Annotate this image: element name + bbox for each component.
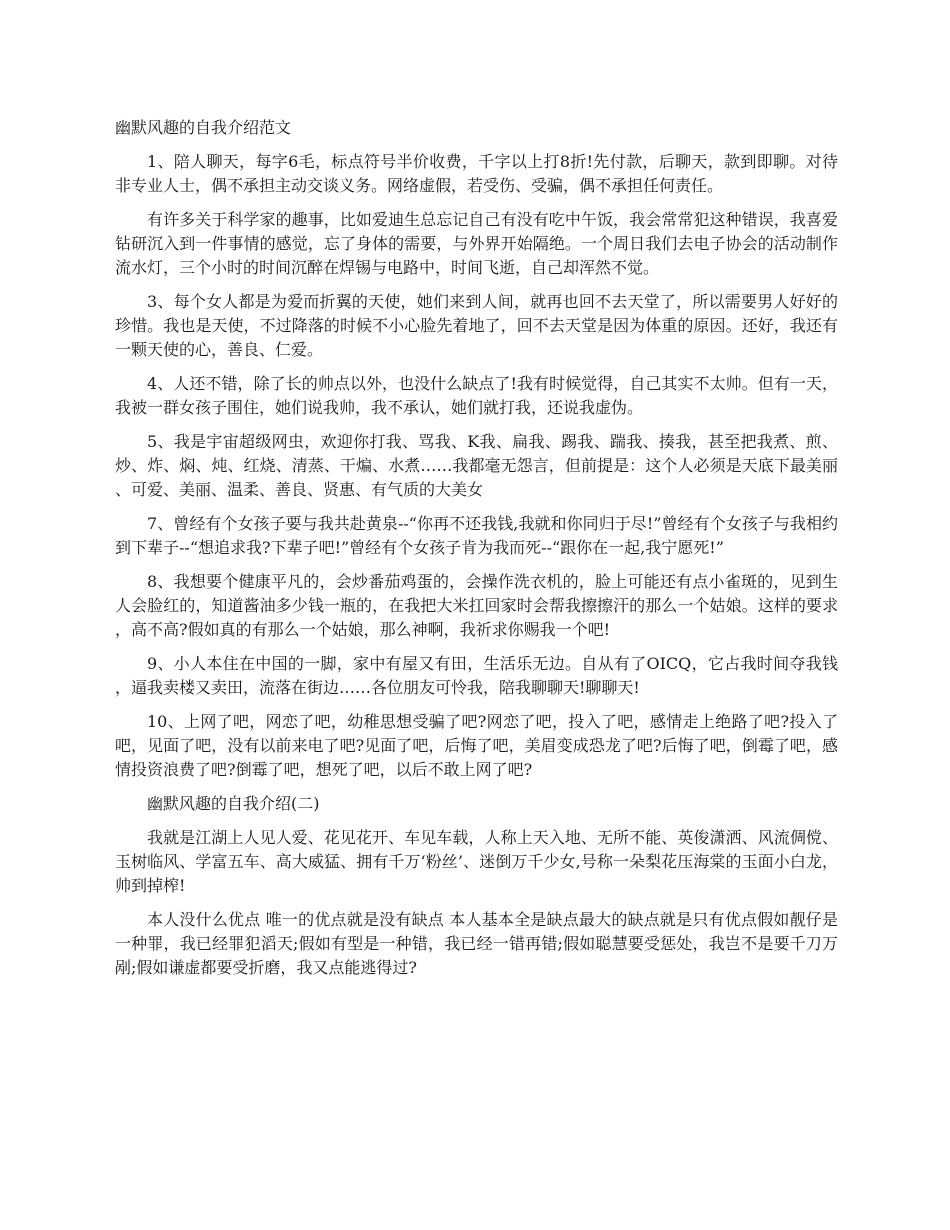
paragraph: 3、每个女人都是为爱而折翼的天使，她们来到人间，就再也回不去天堂了，所以需要男人好好的珍惜。我也是天使，不过降落的时候不小心脸先着地了，回不去天堂是因为体重的原因。还好，我还有一颗天使的心，善良、仁爱。: [115, 292, 838, 359]
section-subtitle: 幽默风趣的自我介绍(二): [147, 794, 320, 813]
paragraph: 10、上网了吧，网恋了吧，幼稚思想受骗了吧?网恋了吧，投入了吧，感情走上绝路了吧?投入了吧，见面了吧，没有以前来电了吧?见面了吧，后悔了吧，美眉变成恐龙了吧?后悔了吧，倒霉了吧，感情投资浪费了吧?倒霉了吧，想死了吧，以后不敢上网了吧?: [115, 712, 838, 779]
paragraph: 4、人还不错，除了长的帅点以外，也没什么缺点了!我有时候觉得，自己其实不太帅。但有一天，我被一群女孩子围住，她们说我帅，我不承认，她们就打我，还说我虚伪。: [115, 374, 838, 417]
paragraph: 我就是江湖上人见人爱、花见花开、车见车载，人称上天入地、无所不能、英俊潇洒、风流倜傥、玉树临风、学富五车、高大威猛、拥有千万‘粉丝’、迷倒万千少女,号称一朵梨花压海棠的玉面小白龙，帅到掉榨!: [115, 828, 838, 895]
paragraph: 有许多关于科学家的趣事，比如爱迪生总忘记自己有没有吃中午饭，我会常常犯这种错误，我喜爱钻研沉入到一件事情的感觉，忘了身体的需要，与外界开始隔绝。一个周日我们去电子协会的活动制作流水灯，三个小时的时间沉醉在焊锡与电路中，时间飞逝，自己却浑然不觉。: [115, 210, 838, 277]
paragraph: 本人没什么优点 唯一的优点就是没有缺点 本人基本全是缺点最大的缺点就是只有优点假如靓仔是一种罪，我已经罪犯滔天;假如有型是一种错，我已经一错再错;假如聪慧要受惩处，我岂不是要千刀万剐;假如谦虚都要受折磨，我又点能逃得过?: [115, 910, 838, 977]
paragraph: 9、小人本住在中国的一脚，家中有屋又有田，生活乐无边。自从有了OICQ，它占我时间夺我钱，逼我卖楼又卖田，流落在街边……各位朋友可怜我，陪我聊聊天!聊聊天!: [115, 654, 838, 697]
paragraph: 8、我想要个健康平凡的，会炒番茄鸡蛋的，会操作洗衣机的，脸上可能还有点小雀斑的，见到生人会脸红的，知道酱油多少钱一瓶的，在我把大米扛回家时会帮我擦擦汗的那么一个姑娘。这样的要求，高不高?假如真的有那么一个姑娘，那么神啊，我祈求你赐我一个吧!: [115, 572, 838, 639]
paragraph: 1、陪人聊天，每字6毛，标点符号半价收费，千字以上打8折!先付款，后聊天，款到即聊。对待非专业人士，偶不承担主动交谈义务。网络虚假，若受伤、受骗，偶不承担任何责任。: [115, 152, 838, 195]
document-title: 幽默风趣的自我介绍范文: [115, 118, 292, 137]
paragraph: 5、我是宇宙超级网虫，欢迎你打我、骂我、K我、扁我、踢我、踹我、揍我，甚至把我煮、煎、炒、炸、焖、炖、红烧、清蒸、干煸、水煮……我都毫无怨言，但前提是：这个人必须是天底下最美丽、可爱、美丽、温柔、善良、贤惠、有气质的大美女: [115, 432, 838, 499]
paragraph: 7、曾经有个女孩子要与我共赴黄泉--“你再不还我钱,我就和你同归于尽!”曾经有个女孩子与我相约到下辈子--“想追求我?下辈子吧!”曾经有个女孩子肯为我而死--“跟你在一起,我宁愿死!”: [115, 514, 838, 557]
document-page: [115, 116, 838, 990]
